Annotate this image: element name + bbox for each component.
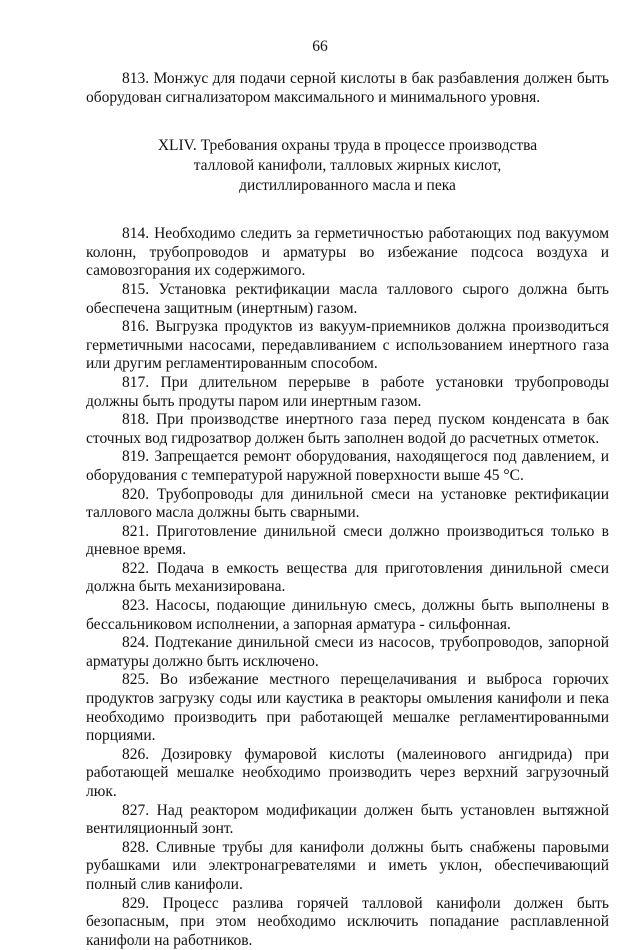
- paragraph-824: 824. Подтекание динильной смеси из насосов, трубопроводов, запорной арматуры должно быть исключено.: [86, 634, 609, 670]
- paragraph-818: 818. При производстве инертного газа перед пуском конденсата в бак сточных вод гидрозатвор должен быть заполнен водой до расчетных отметок.: [86, 411, 609, 447]
- paragraph-826: 826. Дозировку фумаровой кислоты (малеинового ангидрида) при работающей мешалке необходимо производить через верхний загрузочный люк.: [86, 745, 609, 800]
- document-body: [86, 70, 609, 950]
- paragraph-821: 821. Приготовление динильной смеси должно производиться только в дневное время.: [86, 522, 609, 559]
- paragraph-828: 828. Сливные трубы для канифоли должны быть снабжены паровыми рубашками или электронагревателями и иметь уклон, обеспечивающий полный слив канифоли.: [86, 838, 609, 893]
- paragraph-823: 823. Насосы, подающие динильную смесь, должны быть выполнены в бессальниковом исполнении, а запорная арматура - сильфонная.: [86, 597, 609, 633]
- paragraph-815: 815. Установка ректификации масла таллового сырого должна быть обеспечена защитным (инертным) газом.: [86, 280, 609, 317]
- paragraph-814: 814. Необходимо следить за герметичностью работающих под вакуумом колонн, трубопроводов и арматуры во избежание подсоса воздуха и самовозгорания их содержимого.: [86, 225, 609, 280]
- paragraph-827: 827. Над реактором модификации должен быть установлен вытяжной вентиляционный зонт.: [86, 801, 609, 838]
- section-heading: [86, 136, 609, 196]
- paragraph-813: 813. Монжус для подачи серной кислоты в бак разбавления должен быть оборудован сигнализатором максимального и минимального уровня.: [86, 70, 609, 106]
- page-number: 66: [312, 38, 328, 55]
- paragraph-829: 829. Процесс разлива горячей талловой канифоли должен быть безопасным, при этом необходимо исключить попадание расплавленной канифоли на работников.: [86, 894, 609, 949]
- paragraph-819: 819. Запрещается ремонт оборудования, находящегося под давлением, и оборудования с температурой наружной поверхности выше 45 °С.: [86, 448, 609, 484]
- section-heading-line: дистиллированного масла и пека: [239, 177, 456, 195]
- paragraph-816: 816. Выгрузка продуктов из вакуум-приемников должна производиться герметичными насосами, передавливанием с использованием инертного газа или другим регламентированным способом.: [86, 318, 609, 373]
- paragraph-822: 822. Подача в емкость вещества для приготовления динильной смеси должна быть механизирована.: [86, 559, 609, 596]
- paragraph-825: 825. Во избежание местного перещелачивания и выброса горючих продуктов загрузку соды или каустика в реакторы омыления канифоли и пека необходимо производить при работающей мешалке регламентированными порциями.: [86, 671, 609, 745]
- section-heading-line: талловой канифоли, талловых жирных кислот,: [193, 157, 502, 175]
- paragraph-817: 817. При длительном перерыве в работе установки трубопроводы должны быть продуты паром или инертным газом.: [86, 373, 609, 410]
- section-heading-line: XLIV. Требования охраны труда в процессе производства: [157, 137, 538, 155]
- paragraph-820: 820. Трубопроводы для динильной смеси на установке ректификации таллового масла должны быть сварными.: [86, 485, 609, 522]
